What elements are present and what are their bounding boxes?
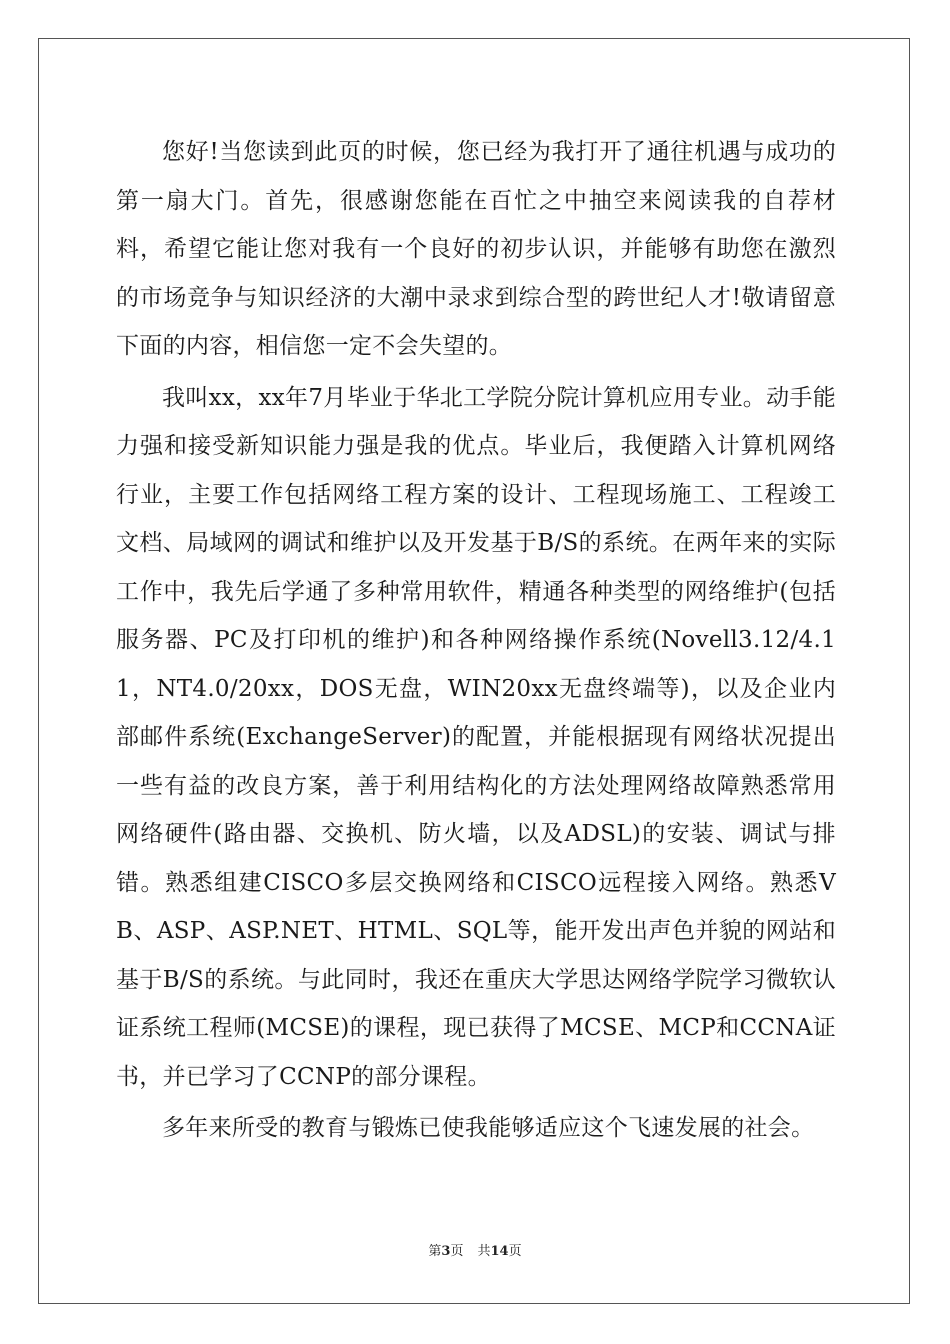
paragraph-closing: 多年来所受的教育与锻炼已使我能够适应这个飞速发展的社会。 <box>162 1115 815 1141</box>
page-number-suffix: 页 <box>450 1244 464 1259</box>
paragraph-greeting: 您好!当您读到此页的时候，您已经为我打开了通往机遇与成功的第一扇大门。首先，很感谢您能在百忙之中抽空来阅读我的自荐材料，希望它能让您对我有一个良好的初步认识，并能够有助您在激烈的市场竞争与知识经济的大潮中录求到综合型的跨世纪人才!敬请留意下面的内容，相信您一定不会失望的。 <box>116 139 836 359</box>
paragraph-experience: 我叫xx，xx年7月毕业于华北工学院分院计算机应用专业。动手能力强和接受新知识能力强是我的优点。毕业后，我便踏入计算机网络行业，主要工作包括网络工程方案的设计、工程现场施工、工程竣工文档、局域网的调试和维护以及开发基于B/S的系统。在两年来的实际工作中，我先后学通了多种常用软件，精通各种类型的网络维护(包括服务器、PC及打印机的维护)和各种网络操作系统(Novell3.12/4.11，NT4.0/20xx，DOS无盘，WIN20xx无盘终端等)，以及企业内部邮件系统(ExchangeServer)的配置，并能根据现有网络状况提出一些有益的改良方案，善于利用结构化的方法处理网络故障熟悉常用网络硬件(路由器、交换机、防火墙，以及ADSL)的安装、调试与排错。熟悉组建CISCO多层交换网络和CISCO远程接入网络。熟悉VB、ASP、ASP.NET、HTML、SQL等，能开发出声色并貌的网站和基于B/S的系统。与此同时，我还在重庆大学思达网络学院学习微软认证系统工程师(MCSE)的课程，现已获得了MCSE、MCP和CCNA证书，并已学习了CCNP的部分课程。 <box>116 384 836 1090</box>
page-footer <box>0 1240 950 1259</box>
current-page-number: 3 <box>441 1244 451 1259</box>
page-number-prefix: 第 <box>428 1244 442 1259</box>
total-pages-suffix: 页 <box>508 1244 522 1259</box>
total-pages-number: 14 <box>490 1244 509 1259</box>
document-body <box>116 128 836 1153</box>
total-pages-prefix: 共 <box>477 1244 491 1259</box>
